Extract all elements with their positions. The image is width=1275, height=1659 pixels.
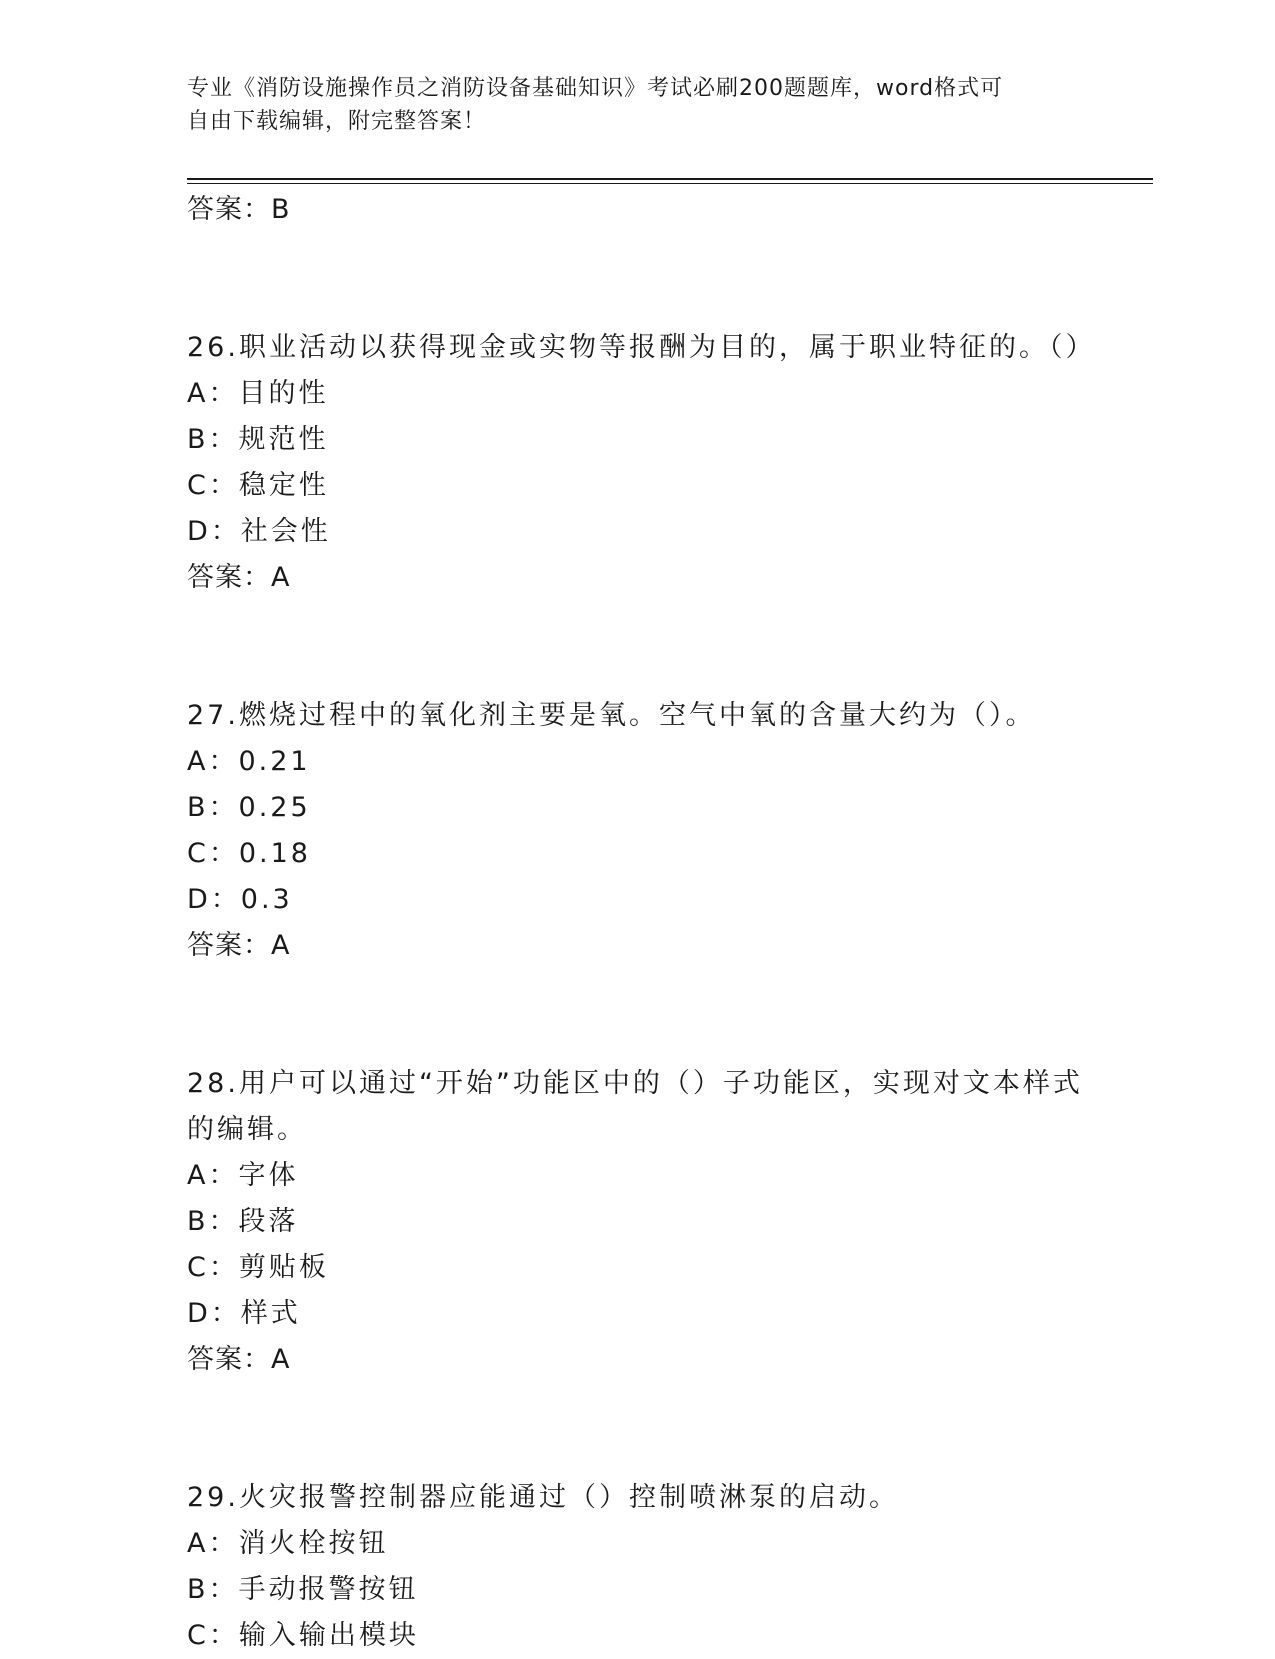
header-divider-thin xyxy=(187,183,1153,184)
option-text: 段落 xyxy=(238,1206,299,1237)
question-block xyxy=(187,1061,1087,1475)
option-item xyxy=(187,1613,1087,1659)
spacer xyxy=(187,601,1087,693)
option-item xyxy=(187,739,1087,785)
option-text: 0.21 xyxy=(238,746,311,777)
option-item xyxy=(187,417,1087,463)
option-letter: B： xyxy=(187,1206,239,1237)
option-letter: B： xyxy=(187,792,239,823)
option-item xyxy=(187,463,1087,509)
option-text: 稳定性 xyxy=(238,470,329,501)
answer-line: 答案：A xyxy=(187,562,291,593)
option-text: 输入输出模块 xyxy=(238,1620,419,1651)
question-block xyxy=(187,693,1087,1061)
previous-answer: 答案：B xyxy=(187,194,291,225)
spacer xyxy=(187,1383,1087,1475)
option-text: 手动报警按钮 xyxy=(238,1574,419,1605)
option-letter: A： xyxy=(187,1160,239,1191)
question-text: 26.职业活动以获得现金或实物等报酬为目的，属于职业特征的。（） xyxy=(187,332,1096,363)
option-letter: A： xyxy=(187,746,239,777)
header-line-2: 自由下载编辑，附完整答案！ xyxy=(187,109,487,134)
option-text: 字体 xyxy=(238,1160,299,1191)
option-text: 规范性 xyxy=(238,424,329,455)
option-item xyxy=(187,509,1087,555)
option-item xyxy=(187,1153,1087,1199)
option-letter: B： xyxy=(187,1574,239,1605)
option-item xyxy=(187,371,1087,417)
option-letter: B： xyxy=(187,424,239,455)
option-letter: C： xyxy=(187,470,239,501)
answer-line: 答案：A xyxy=(187,1344,291,1375)
option-letter: C： xyxy=(187,1252,239,1283)
option-letter: D： xyxy=(187,884,241,915)
option-letter: D： xyxy=(187,516,241,547)
spacer xyxy=(187,233,1087,325)
header-divider-thick xyxy=(187,178,1153,180)
question-text: 29.火灾报警控制器应能通过（）控制喷淋泵的启动。 xyxy=(187,1482,899,1513)
option-text: 剪贴板 xyxy=(238,1252,329,1283)
option-item xyxy=(187,785,1087,831)
question-list xyxy=(187,325,1096,1659)
option-letter: D： xyxy=(187,1298,241,1329)
option-letter: A： xyxy=(187,1528,239,1559)
option-letter: C： xyxy=(187,838,239,869)
option-text: 消火栓按钮 xyxy=(238,1528,389,1559)
option-letter: C： xyxy=(187,1620,239,1651)
option-text: 0.18 xyxy=(238,838,311,869)
option-item xyxy=(187,1567,1087,1613)
option-item xyxy=(187,1245,1087,1291)
option-item xyxy=(187,877,1087,923)
header-line-1: 专业《消防设施操作员之消防设备基础知识》考试必刷200题题库，word格式可 xyxy=(187,76,1004,101)
option-item xyxy=(187,1199,1087,1245)
document-header xyxy=(187,72,1087,138)
option-text: 0.25 xyxy=(238,792,311,823)
spacer xyxy=(187,969,1087,1061)
option-text: 样式 xyxy=(240,1298,301,1329)
document-body xyxy=(187,187,1096,1659)
option-item xyxy=(187,1291,1087,1337)
question-block xyxy=(187,325,1096,693)
option-item xyxy=(187,1521,1087,1567)
question-text: 28.用户可以通过“开始”功能区中的（）子功能区，实现对文本样式的编辑。 xyxy=(187,1068,1083,1145)
option-item xyxy=(187,831,1087,877)
question-block xyxy=(187,1475,1087,1659)
option-text: 0.3 xyxy=(240,884,293,915)
question-text: 27.燃烧过程中的氧化剂主要是氧。空气中氧的含量大约为（）。 xyxy=(187,700,1036,731)
answer-line: 答案：A xyxy=(187,930,291,961)
option-letter: A： xyxy=(187,378,239,409)
option-text: 目的性 xyxy=(238,378,329,409)
option-text: 社会性 xyxy=(240,516,331,547)
